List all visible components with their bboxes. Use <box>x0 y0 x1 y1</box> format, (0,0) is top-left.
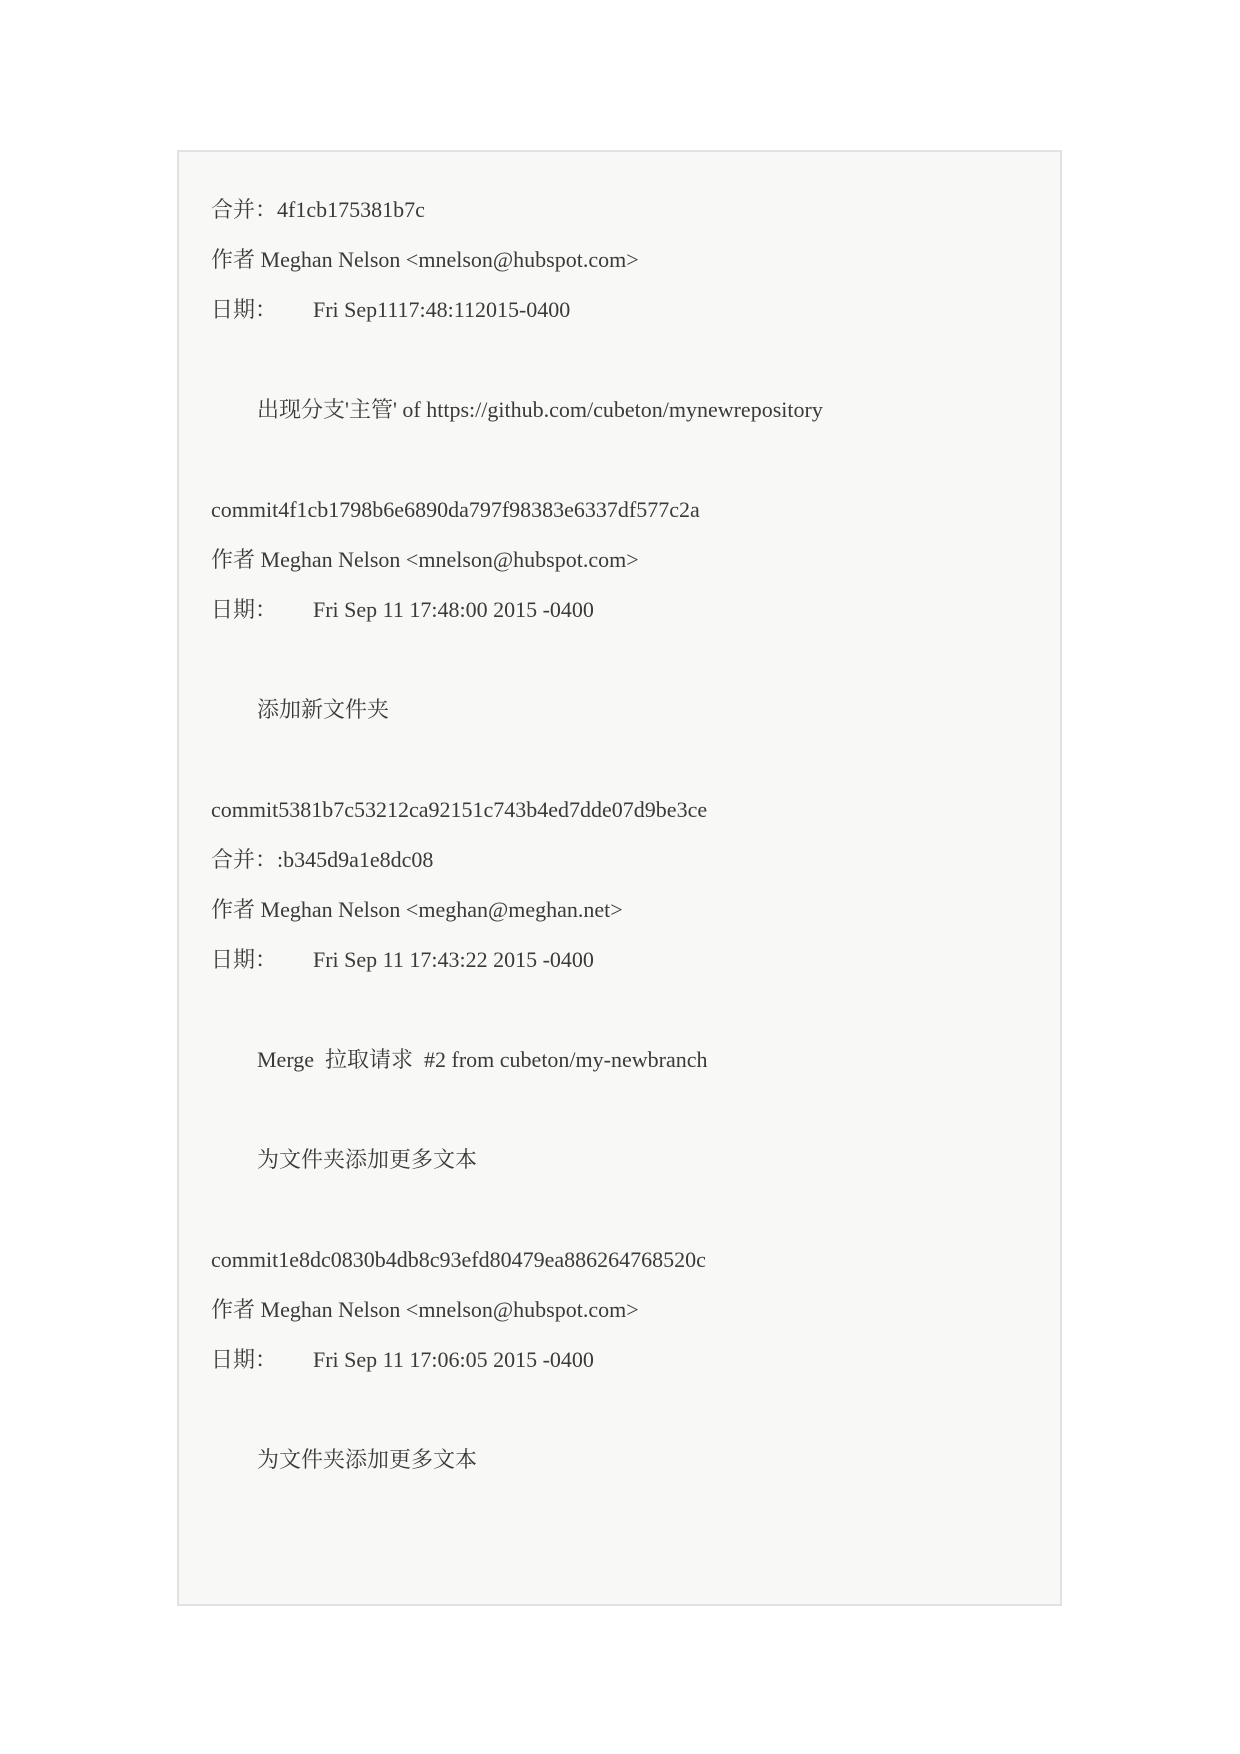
commit-message <box>235 1115 477 1205</box>
commit-message-text: 出现分支'主管' of https://github.com/cubeton/mynewrepository <box>257 397 823 422</box>
author-value: Meghan Nelson <mnelson@hubspot.com> <box>260 247 639 272</box>
author-value: Meghan Nelson <mnelson@hubspot.com> <box>260 547 639 572</box>
date-label: 日期： <box>211 947 278 972</box>
date-label: 日期： <box>211 597 278 622</box>
date-line <box>189 265 570 355</box>
author-label: 作者 <box>211 897 261 922</box>
commit-hash: commit5381b7c53212ca92151c743b4ed7dde07d9be3ce <box>211 797 708 822</box>
commit-message-text: 添加新文件夹 <box>257 697 390 722</box>
commit-hash: commit4f1cb1798b6e6890da797f98383e6337df577c2a <box>211 497 700 522</box>
author-label: 作者 <box>211 547 261 572</box>
date-value: Fri Sep1117:48:112015-0400 <box>313 297 571 322</box>
date-value: Fri Sep 11 17:43:22 2015 -0400 <box>313 947 594 972</box>
date-value: Fri Sep 11 17:48:00 2015 -0400 <box>313 597 594 622</box>
author-value: Meghan Nelson <mnelson@hubspot.com> <box>260 1297 639 1322</box>
date-label: 日期： <box>211 1347 278 1372</box>
commit-message <box>235 1015 708 1105</box>
merge-label: 合并： <box>211 847 278 872</box>
date-line <box>189 915 594 1005</box>
commit-message <box>235 665 389 755</box>
commit-message-text: 为文件夹添加更多文本 <box>257 1147 478 1172</box>
date-label: 日期： <box>211 297 278 322</box>
author-value: Meghan Nelson <meghan@meghan.net> <box>260 897 623 922</box>
commit-message <box>235 365 823 455</box>
commit-message <box>235 1415 477 1505</box>
git-log-block <box>177 150 1062 1606</box>
merge-value: :b345d9a1e8dc08 <box>277 847 434 872</box>
merge-label: 合并： <box>211 197 278 222</box>
date-line <box>189 565 594 655</box>
merge-value: 4f1cb175381b7c <box>277 197 425 222</box>
author-label: 作者 <box>211 1297 261 1322</box>
commit-hash: commit1e8dc0830b4db8c93efd80479ea886264768520c <box>211 1247 706 1272</box>
date-line <box>189 1315 594 1405</box>
author-label: 作者 <box>211 247 261 272</box>
commit-message-text: Merge 拉取请求 #2 from cubeton/my-newbranch <box>257 1047 708 1072</box>
date-value: Fri Sep 11 17:06:05 2015 -0400 <box>313 1347 594 1372</box>
commit-message-text: 为文件夹添加更多文本 <box>257 1447 478 1472</box>
